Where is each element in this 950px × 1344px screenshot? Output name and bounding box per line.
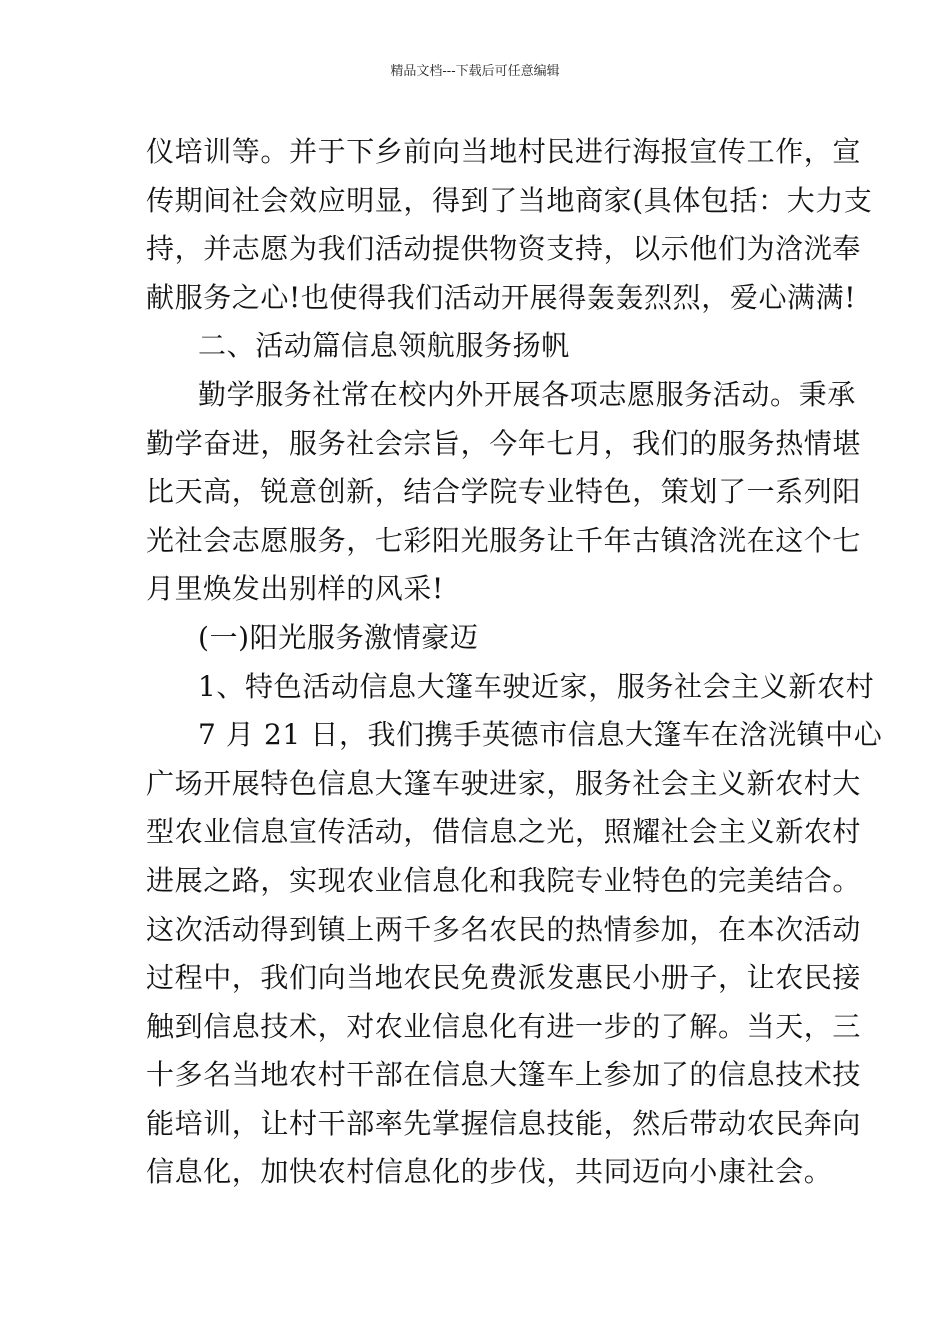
text-line: 仪培训等。并于下乡前向当地村民进行海报宣传工作，宣 [146,135,862,168]
text-line: 这次活动得到镇上两千多名农民的热情参加，在本次活动 [146,912,862,946]
text-line: 十多名当地农村干部在信息大篷车上参加了的信息技术技 [146,1058,862,1092]
item-heading: 1、特色活动信息大篷车驶近家，服务社会主义新农村 [198,669,875,703]
text-line: 光社会志愿服务，七彩阳光服务让千年古镇浛洸在这个七 [146,523,862,557]
text-line: 比天高，锐意创新，结合学院专业特色，策划了一系列阳 [146,475,862,509]
text-line: 持，并志愿为我们活动提供物资支持，以示他们为浛洸奉 [146,232,862,266]
text-line: 型农业信息宣传活动，借信息之光，照耀社会主义新农村 [146,815,862,849]
section-heading: 二、活动篇信息领航服务扬帆 [198,329,570,363]
text-line: 传期间社会效应明显，得到了当地商家(具体包括：大力支 [146,183,873,217]
page-header: 精品文档---下载后可任意编辑 [390,64,560,79]
text-line: 过程中，我们向当地农民免费派发惠民小册子，让农民接 [146,961,862,995]
text-line: 进展之路，实现农业信息化和我院专业特色的完美结合。 [146,863,862,897]
text-line: 信息化，加快农村信息化的步伐，共同迈向小康社会。 [146,1155,833,1189]
subsection-heading: (一)阳光服务激情豪迈 [198,620,479,654]
text-line: 能培训，让村干部率先掌握信息技能，然后带动农民奔向 [146,1106,862,1140]
document-body [146,128,883,1197]
text-line: 月里焕发出别样的风采! [146,572,444,606]
text-line: 触到信息技术，对农业信息化有进一步的了解。当天，三 [146,1009,862,1043]
text-line: 勤学奋进，服务社会宗旨，今年七月，我们的服务热情堪 [146,426,862,460]
text-line: 7 月 21 日，我们携手英德市信息大篷车在浛洸镇中心 [198,718,883,752]
text-line: 勤学服务社常在校内外开展各项志愿服务活动。秉承 [198,377,856,411]
text-line: 献服务之心!也使得我们活动开展得轰轰烈烈，爱心满满! [146,280,857,314]
text-line: 广场开展特色信息大篷车驶进家，服务社会主义新农村大 [146,766,862,800]
